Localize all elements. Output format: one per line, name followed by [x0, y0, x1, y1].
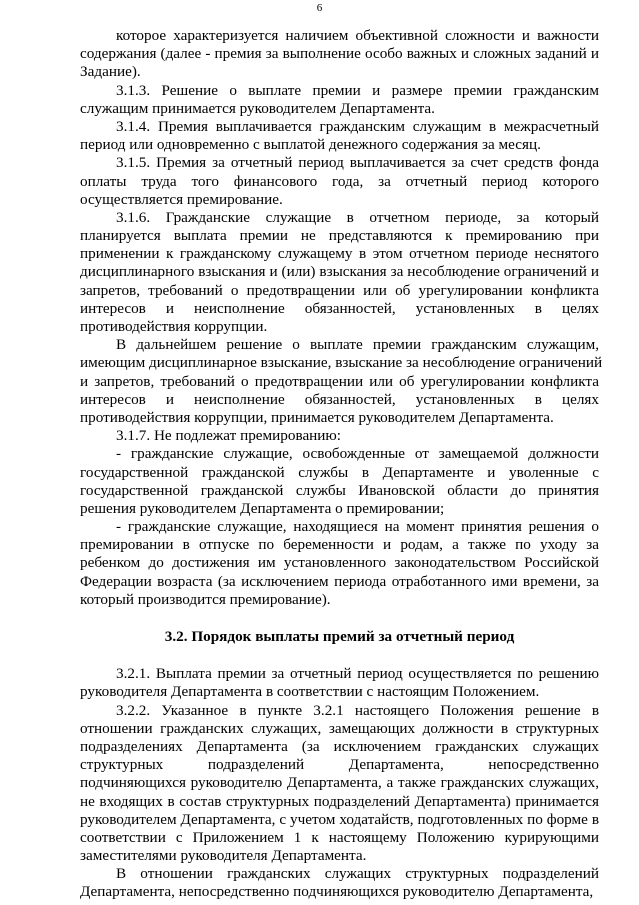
text-line: интересов и неисполнение обязанностей, установленных в целях — [80, 390, 599, 408]
text-line: ребенком до достижения им установленного законодательством Российской — [80, 554, 599, 572]
paragraph — [80, 702, 599, 866]
text-line: период или одновременно с выплатой денежного содержания за месяц. — [80, 136, 541, 154]
text-line: руководителем Департамента, с учетом ходатайств, подготовленных по форме в — [80, 810, 599, 828]
text-line: служащим принимается руководителем Департамента. — [80, 99, 435, 117]
text-line: - гражданские служащие, освобожденные от замещаемой должности — [116, 445, 599, 463]
text-line: подразделениях Департамента (за исключением гражданских служащих — [80, 737, 599, 755]
document-body — [80, 27, 603, 902]
text-line: которое характеризуется наличием объективной сложности и важности — [116, 27, 599, 44]
paragraph — [80, 427, 599, 445]
text-line: руководителя Департамента в соответствии с настоящим Положением. — [80, 683, 540, 701]
text-line: применении к гражданскому служащему в этом отчетном периоде неснятого — [80, 245, 599, 263]
page-number: 6 — [316, 2, 323, 14]
spacer — [80, 646, 599, 665]
section-heading: 3.2. Порядок выплаты премий за отчетный период — [164, 628, 515, 645]
text-line: Федерации возраста (за исключением периода отработанного ими времени, за — [80, 572, 599, 590]
paragraph — [80, 118, 599, 154]
paragraph — [80, 209, 599, 336]
paragraph — [80, 665, 599, 701]
text-line: 3.1.4. Премия выплачивается гражданским служащим в межрасчетный — [116, 117, 599, 135]
text-line: В дальнейшем решение о выплате премии гражданским служащим, — [116, 336, 599, 354]
text-line: который производится премирование). — [80, 590, 331, 608]
text-line: запретов, требований о предотвращении или об урегулировании конфликта — [80, 281, 599, 299]
text-line: интересов и неисполнение обязанностей, установленных в целях — [80, 299, 599, 317]
text-line: отношении гражданских служащих, замещающих должности в структурных — [80, 719, 599, 737]
text-line: 3.2.1. Выплата премии за отчетный период осуществляется по решению — [116, 665, 599, 683]
text-line: решения руководителем Департамента о премировании; — [80, 499, 445, 517]
text-line: планируется выплата премии не представляются к премированию при — [80, 227, 599, 245]
text-line: 3.2.2. Указанное в пункте 3.2.1 настоящего Положения решение в — [116, 701, 599, 719]
text-line: Задание). — [80, 63, 141, 81]
text-line: 3.1.6. Гражданские служащие в отчетном периоде, за который — [116, 208, 599, 226]
paragraph — [80, 518, 599, 609]
text-line: имеющим дисциплинарное взыскание, взыскание за несоблюдение ограничений — [80, 354, 603, 372]
text-line: 3.1.5. Премия за отчетный период выплачивается за счет средств фонда — [116, 154, 599, 172]
text-line: содержания (далее - премия за выполнение особо важных и сложных заданий и — [80, 45, 599, 63]
text-line: и запретов, требований о предотвращении или об урегулировании конфликта — [80, 372, 599, 390]
text-line: В отношении гражданских служащих структурных подразделений — [116, 865, 599, 883]
text-line: соответствии с Приложением 1 к настоящему Положению курирующими — [80, 828, 599, 846]
paragraph — [80, 154, 599, 209]
text-line: противодействия коррупции. — [80, 318, 268, 335]
text-line: государственной гражданской службы в Департаменте и уволенные с — [80, 463, 599, 481]
text-line: 3.1.3. Решение о выплате премии и размере премии гражданским — [116, 81, 599, 99]
text-line: структурных подразделений Департамента, непосредственно — [80, 756, 599, 774]
paragraph — [80, 27, 599, 82]
text-line: противодействия коррупции, принимается руководителем Департамента. — [80, 408, 554, 426]
paragraph — [80, 445, 599, 518]
text-line: заместителями руководителя Департамента. — [80, 847, 367, 865]
paragraph — [80, 336, 603, 427]
text-line: подчиняющихся руководителю Департамента, а также гражданских служащих, — [80, 774, 599, 792]
text-line: дисциплинарного взыскания и (или) взыскания за несоблюдение ограничений и — [80, 263, 599, 281]
text-line: Департамента, непосредственно подчиняющихся руководителю Департамента, — [80, 883, 594, 901]
text-line: - гражданские служащие, находящиеся на момент принятия решения о — [116, 518, 599, 536]
text-line: осуществляется премирование. — [80, 190, 283, 208]
text-line: оплаты труда того финансового года, за отчетный период которого — [80, 172, 599, 190]
text-line: не входящих в состав структурных подразделений Департамента) принимается — [80, 792, 599, 810]
paragraph — [80, 865, 599, 901]
text-line: премировании в отпуске по беременности и родам, а также по уходу за — [80, 536, 599, 554]
text-line: 3.1.7. Не подлежат премированию: — [116, 427, 342, 445]
paragraph — [80, 82, 599, 118]
text-line: государственной гражданской службы Ивановской области до принятия — [80, 481, 599, 499]
spacer — [80, 609, 599, 628]
